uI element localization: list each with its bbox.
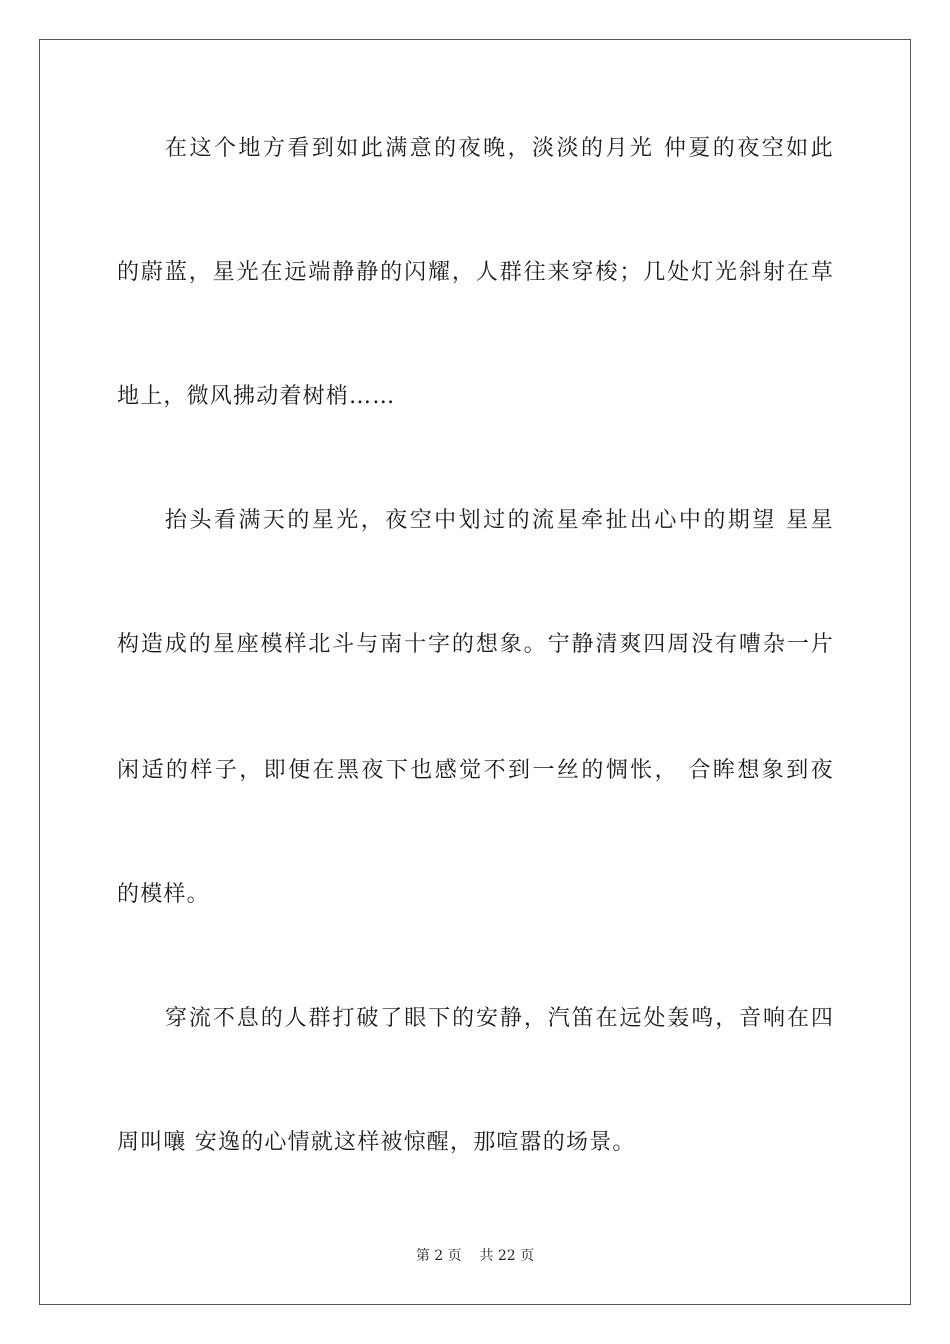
paragraph-2-line-3: 闲 适 的 样 子 ， 即 便 在 黑 夜 下 也 感 觉 不 到 一 丝 的 惆 怅 ， 合 眸 想 象 到 夜 [117,758,833,783]
paragraph-3-line-2: 周叫嚷 安逸的心情就这样被惊醒，那喧嚣的场景。 [117,1130,636,1155]
page-footer [0,1247,950,1265]
paragraph-1-line-3: 地上，微风拂动着树梢…… [117,384,396,409]
paragraph-1-line-1: 在 这 个 地 方 看 到 如 此 满 意 的 夜 晚 ， 淡 淡 的 月 光 仲 夏 的 夜 空 如 此 [165,136,833,161]
page-number: 第 2 页 [415,1248,462,1264]
paragraph-2-line-1: 抬 头 看 满 天 的 星 光 ， 夜 空 中 划 过 的 流 星 牵 扯 出 心 中 的 期 望 星 星 [165,508,833,533]
paragraph-1-line-2: 的 蔚 蓝 ， 星 光 在 远 端 静 静 的 闪 耀 ， 人 群 往 来 穿 梭 ； 几 处 灯 光 斜 射 在 草 [117,260,833,285]
paragraph-2-line-2: 构 造 成 的 星 座 模 样 北 斗 与 南 十 字 的 想 象 。 宁 静 清 爽 四 周 没 有 嘈 杂 一 片 [117,632,833,657]
paragraph-3-line-1: 穿 流 不 息 的 人 群 打 破 了 眼 下 的 安 静 ， 汽 笛 在 远 处 轰 鸣 ， 音 响 在 四 [165,1006,833,1031]
page-border [39,39,911,1305]
total-pages: 共 22 页 [479,1248,535,1264]
paragraph-2-line-4: 的模样。 [117,882,210,907]
